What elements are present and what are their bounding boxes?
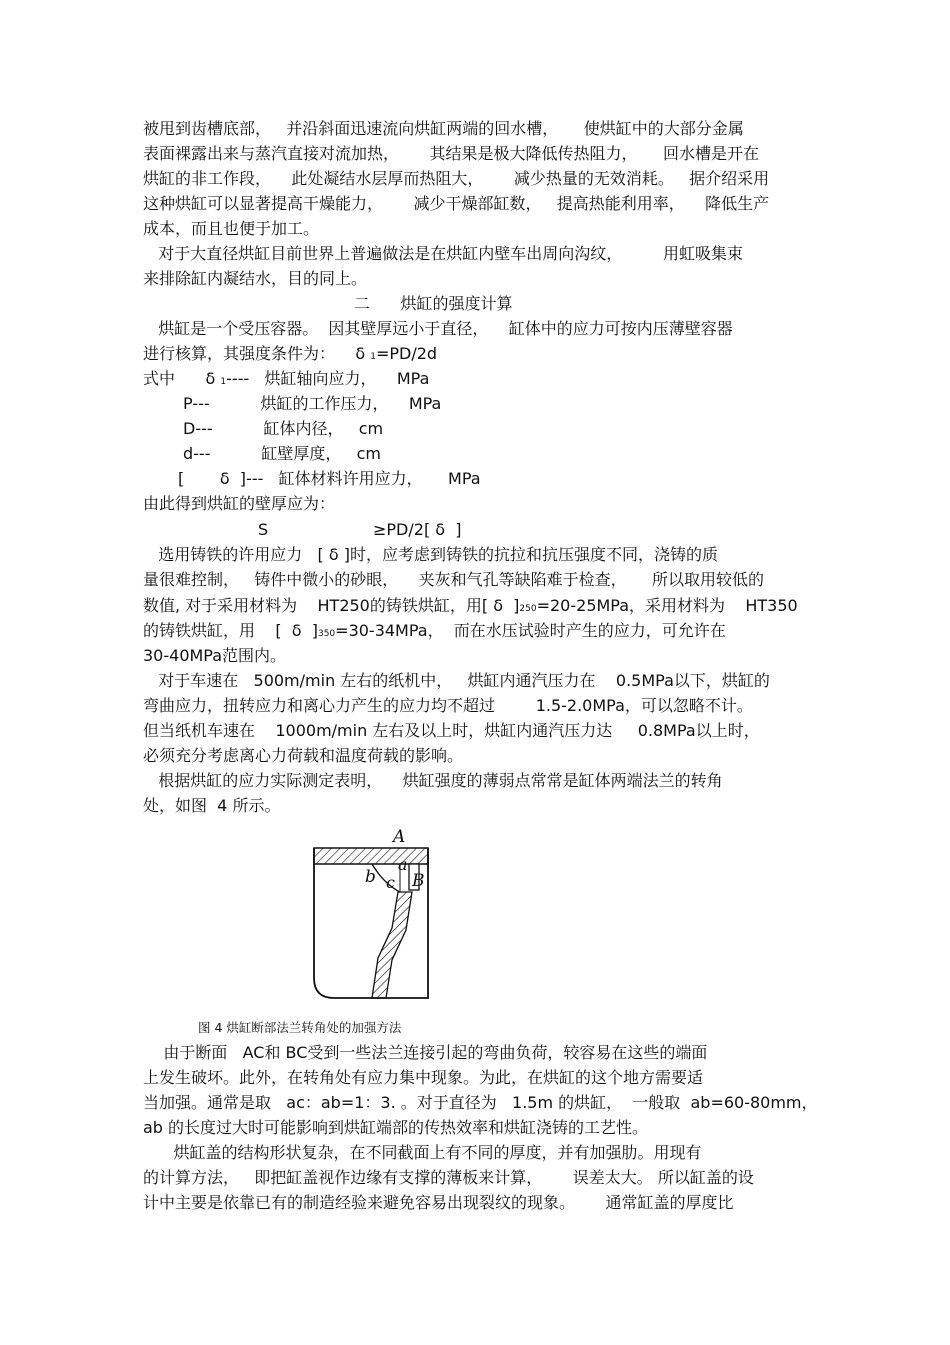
cover-line-1: 烘缸盖的结构形状复杂，在不同截面上有不同的厚度，并有加强肋。用现有 <box>143 1143 702 1162</box>
definition-P: P--- 烘缸的工作压力， MPa <box>183 394 442 413</box>
speed-line-2: 弯曲应力，扭转应力和离心力产生的应力均不超过 1.5-2.0MPa，可以忽略不计。 <box>143 696 753 715</box>
inclined-web <box>372 892 412 998</box>
figure-label-A: A <box>393 827 406 847</box>
definition-d: d--- 缸壁厚度， cm <box>183 444 381 463</box>
para1-line-3: 烘缸的非工作段， 此处凝结水层厚而热阻大， 减少热量的无效消耗。 据介绍采用 <box>143 169 770 188</box>
figure-4-flange-diagram <box>300 820 450 1005</box>
para1-line-5: 成本，而且也便于加工。 <box>143 219 320 238</box>
para1-line-4: 这种烘缸可以显著提高干燥能力， 减少干燥部缸数， 提高热能利用率， 降低生产 <box>143 194 770 213</box>
speed-line-3: 但当纸机车速在 1000m/min 左右及以上时，烘缸内通汽压力达 0.8MPa以上时， <box>143 721 760 740</box>
flange-line-1: 由于断面 AC和 BC受到一些法兰连接引起的弯曲负荷，较容易在这些的端面 <box>143 1043 708 1062</box>
formula-S: S <box>258 520 269 539</box>
para1-line-2: 表面裸露出来与蒸汽直接对流加热， 其结果是极大降低传热阻力， 回水槽是开在 <box>143 144 759 163</box>
speed-line-1: 对于车速在 500m/min 左右的纸机中， 烘缸内通汽压力在 0.5MPa以下，烘缸的 <box>143 671 770 690</box>
thickness-intro: 由此得到烘缸的壁厚应为： <box>143 494 336 513</box>
strength-intro-line-1: 烘缸是一个受压容器。 因其壁厚远小于直径， 缸体中的应力可按内压薄壁容器 <box>143 319 733 338</box>
cast-iron-line-1: 选用铸铁的许用应力 [ δ ]时，应考虑到铸铁的抗拉和抗压强度不同，浇铸的质 <box>143 545 718 564</box>
formula-rhs: ≥PD/2[ δ ] <box>373 520 462 539</box>
definition-delta1: 式中 δ 1---- 烘缸轴向应力， MPa <box>143 369 430 388</box>
para2-line-2: 来排除缸内凝结水，目的同上。 <box>143 269 368 288</box>
cast-iron-line-3: 数值, 对于采用材料为 HT250的铸铁烘缸，用[ δ ]250=20-25MPa，采用材料为 HT350 <box>143 596 798 615</box>
cover-line-2: 的计算方法， 即把缸盖视作边缘有支撑的薄板来计算， 误差太大。 所以缸盖的设 <box>143 1168 754 1187</box>
speed-line-4: 必须充分考虑离心力荷载和温度荷载的影响。 <box>143 746 464 765</box>
strength-condition: 进行核算，其强度条件为： δ 1=PD/2d <box>143 344 438 363</box>
flange-line-3: 当加强。通常是取 ac：ab=1：3. 。对于直径为 1.5m 的烘缸， 一般取 ab=60-80mm， <box>143 1093 818 1112</box>
figure-label-B: B <box>412 871 425 891</box>
para1-line-1: 被甩到齿槽底部， 并沿斜面迅速流向烘缸两端的回水槽， 使烘缸中的大部分金属 <box>143 119 744 138</box>
measure-line-1: 根据烘缸的应力实际测定表明， 烘缸强度的薄弱点常常是缸体两端法兰的转角 <box>143 771 723 790</box>
flange-line-4: ab 的长度过大时可能影响到烘缸端部的传热效率和烘缸浇铸的工艺性。 <box>143 1118 649 1137</box>
cover-line-3: 计中主要是依靠已有的制造经验来避免容易出现裂纹的现象。 通常缸盖的厚度比 <box>143 1193 734 1212</box>
para2-line-1: 对于大直径烘缸目前世界上普遍做法是在烘缸内壁车出周向沟纹， 用虹吸集束 <box>143 244 743 263</box>
flange-line-2: 上发生破坏。此外，在转角处有应力集中现象。为此，在烘缸的这个地方需要适 <box>143 1068 704 1087</box>
measure-line-2: 处，如图 4 所示。 <box>143 796 281 815</box>
cast-iron-line-2: 量很难控制， 铸件中微小的砂眼， 夹灰和气孔等缺陷难于检查， 所以取用较低的 <box>143 570 765 589</box>
figure-caption: 图 4 烘缸断部法兰转角处的加强方法 <box>198 1020 402 1035</box>
top-flange-band <box>314 848 428 864</box>
cast-iron-line-5: 30-40MPa范围内。 <box>143 646 287 665</box>
cast-iron-line-4: 的铸铁烘缸，用 [ δ ]350=30-34MPa， 而在水压试验时产生的应力，可允许在 <box>143 621 726 640</box>
figure-label-b: b <box>365 867 376 887</box>
definition-allowable-stress: [ δ ]--- 缸体材料许用应力， MPa <box>178 469 481 488</box>
definition-D: D--- 缸体内径， cm <box>183 419 384 438</box>
figure-label-a: a <box>398 855 408 874</box>
figure-label-c: c <box>386 873 395 892</box>
section-heading: 二 烘缸的强度计算 <box>354 294 513 313</box>
